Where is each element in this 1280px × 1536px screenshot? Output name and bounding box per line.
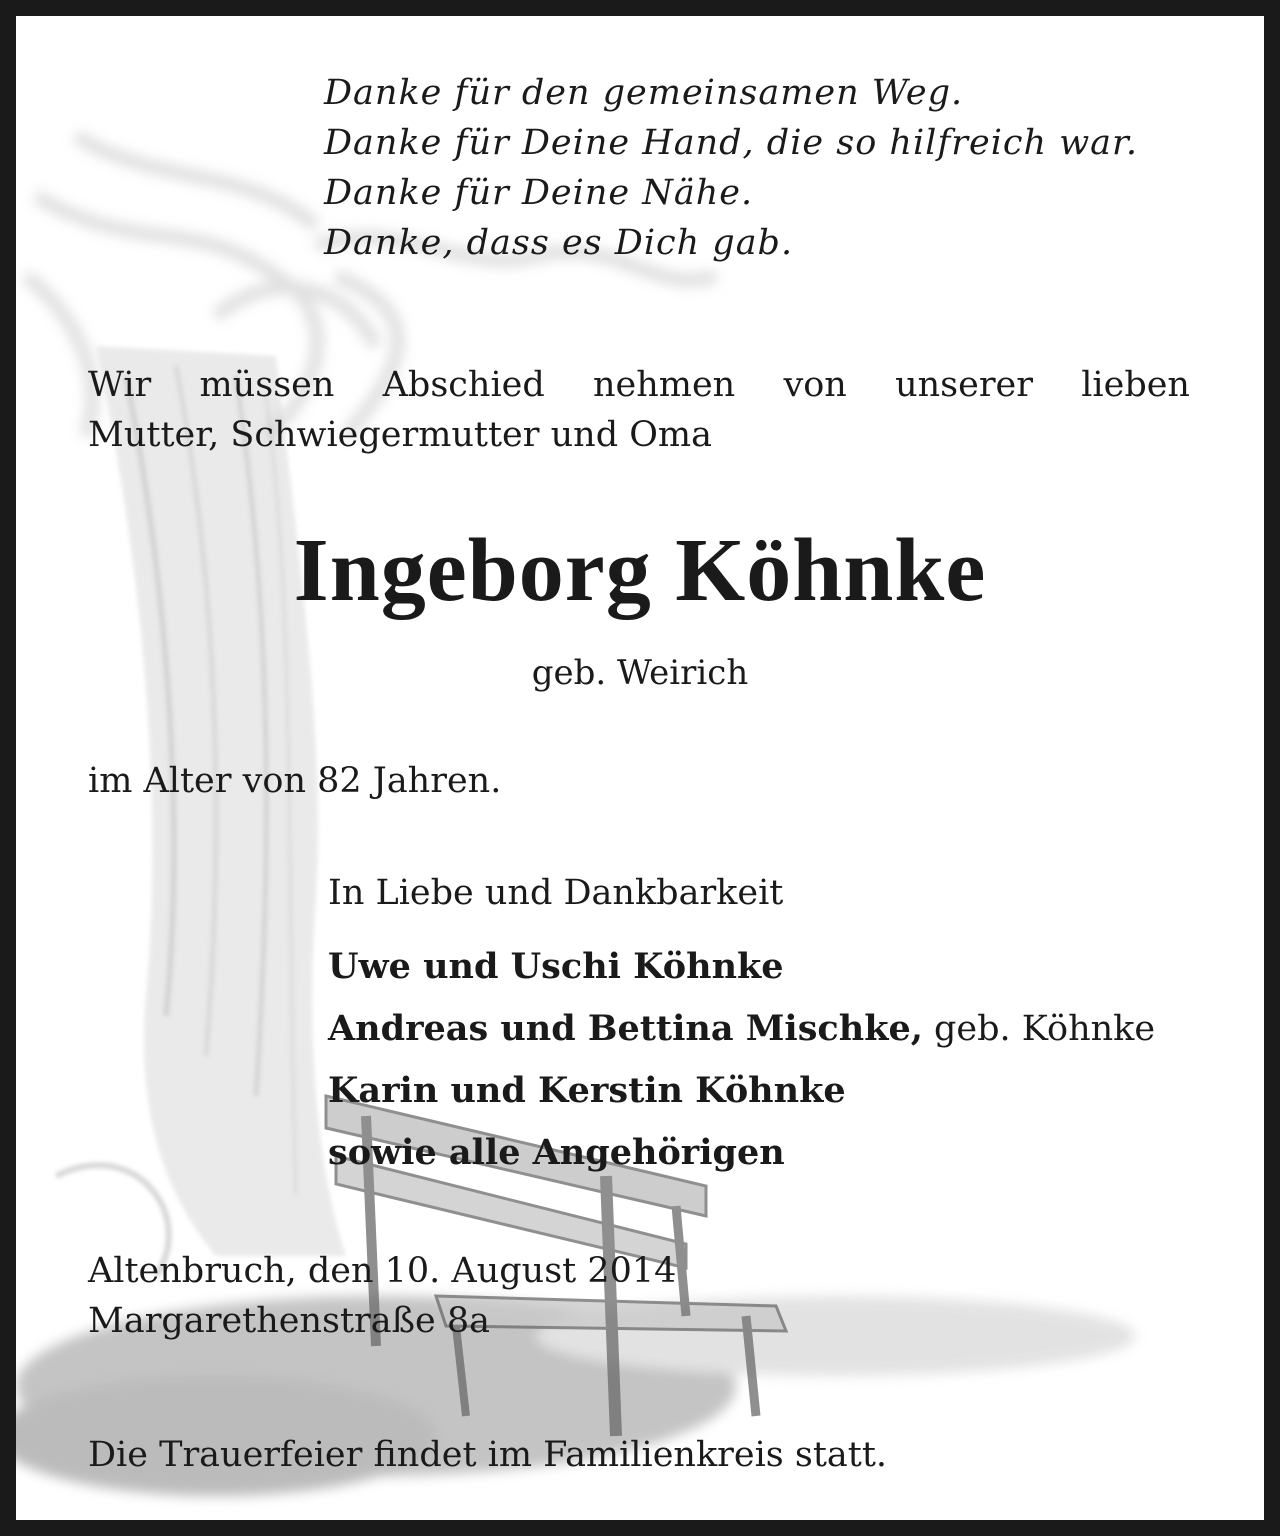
mourners-list	[328, 936, 1155, 1184]
poem-line: Danke, dass es Dich gab.	[324, 223, 794, 263]
word: Abschied	[382, 365, 545, 405]
mourner-names: Uwe und Uschi Köhnke	[328, 946, 784, 987]
age-text: im Alter von 82 Jahren.	[88, 761, 502, 801]
poem	[324, 68, 1138, 268]
poem-line: Danke für Deine Hand, die so hilfreich war.	[324, 123, 1139, 163]
word: von	[783, 365, 847, 405]
funeral-notice: Die Trauerfeier findet im Familienkreis statt.	[88, 1435, 888, 1475]
mourner-names: Karin und Kerstin Köhnke	[328, 1070, 846, 1111]
place-and-date	[88, 1246, 676, 1346]
mourner-names: sowie alle Angehörigen	[328, 1132, 785, 1173]
announcement-line-1	[88, 360, 1190, 410]
mourner-line	[328, 936, 1155, 998]
mourner-line	[328, 998, 1155, 1060]
address-line: Margarethenstraße 8a	[88, 1301, 490, 1341]
word: müssen	[199, 365, 335, 405]
mourner-suffix: geb. Köhnke	[922, 1009, 1156, 1049]
announcement-text	[88, 360, 1190, 460]
closing-phrase: In Liebe und Dankbarkeit	[328, 873, 784, 913]
word: lieben	[1081, 365, 1190, 405]
announcement-line-2: Mutter, Schwiegermutter und Oma	[88, 415, 712, 455]
word: nehmen	[592, 365, 736, 405]
word: Wir	[88, 365, 152, 405]
mourner-names: Andreas und Bettina Mischke,	[328, 1008, 923, 1049]
date-line: Altenbruch, den 10. August 2014	[88, 1251, 677, 1291]
word: unserer	[895, 365, 1033, 405]
birth-name: geb. Weirich	[531, 653, 749, 693]
deceased-name: Ingeborg Köhnke	[293, 521, 987, 620]
mourner-line	[328, 1122, 1155, 1184]
poem-line: Danke für Deine Nähe.	[324, 173, 754, 213]
mourner-line	[328, 1060, 1155, 1122]
poem-line: Danke für den gemeinsamen Weg.	[324, 73, 964, 113]
